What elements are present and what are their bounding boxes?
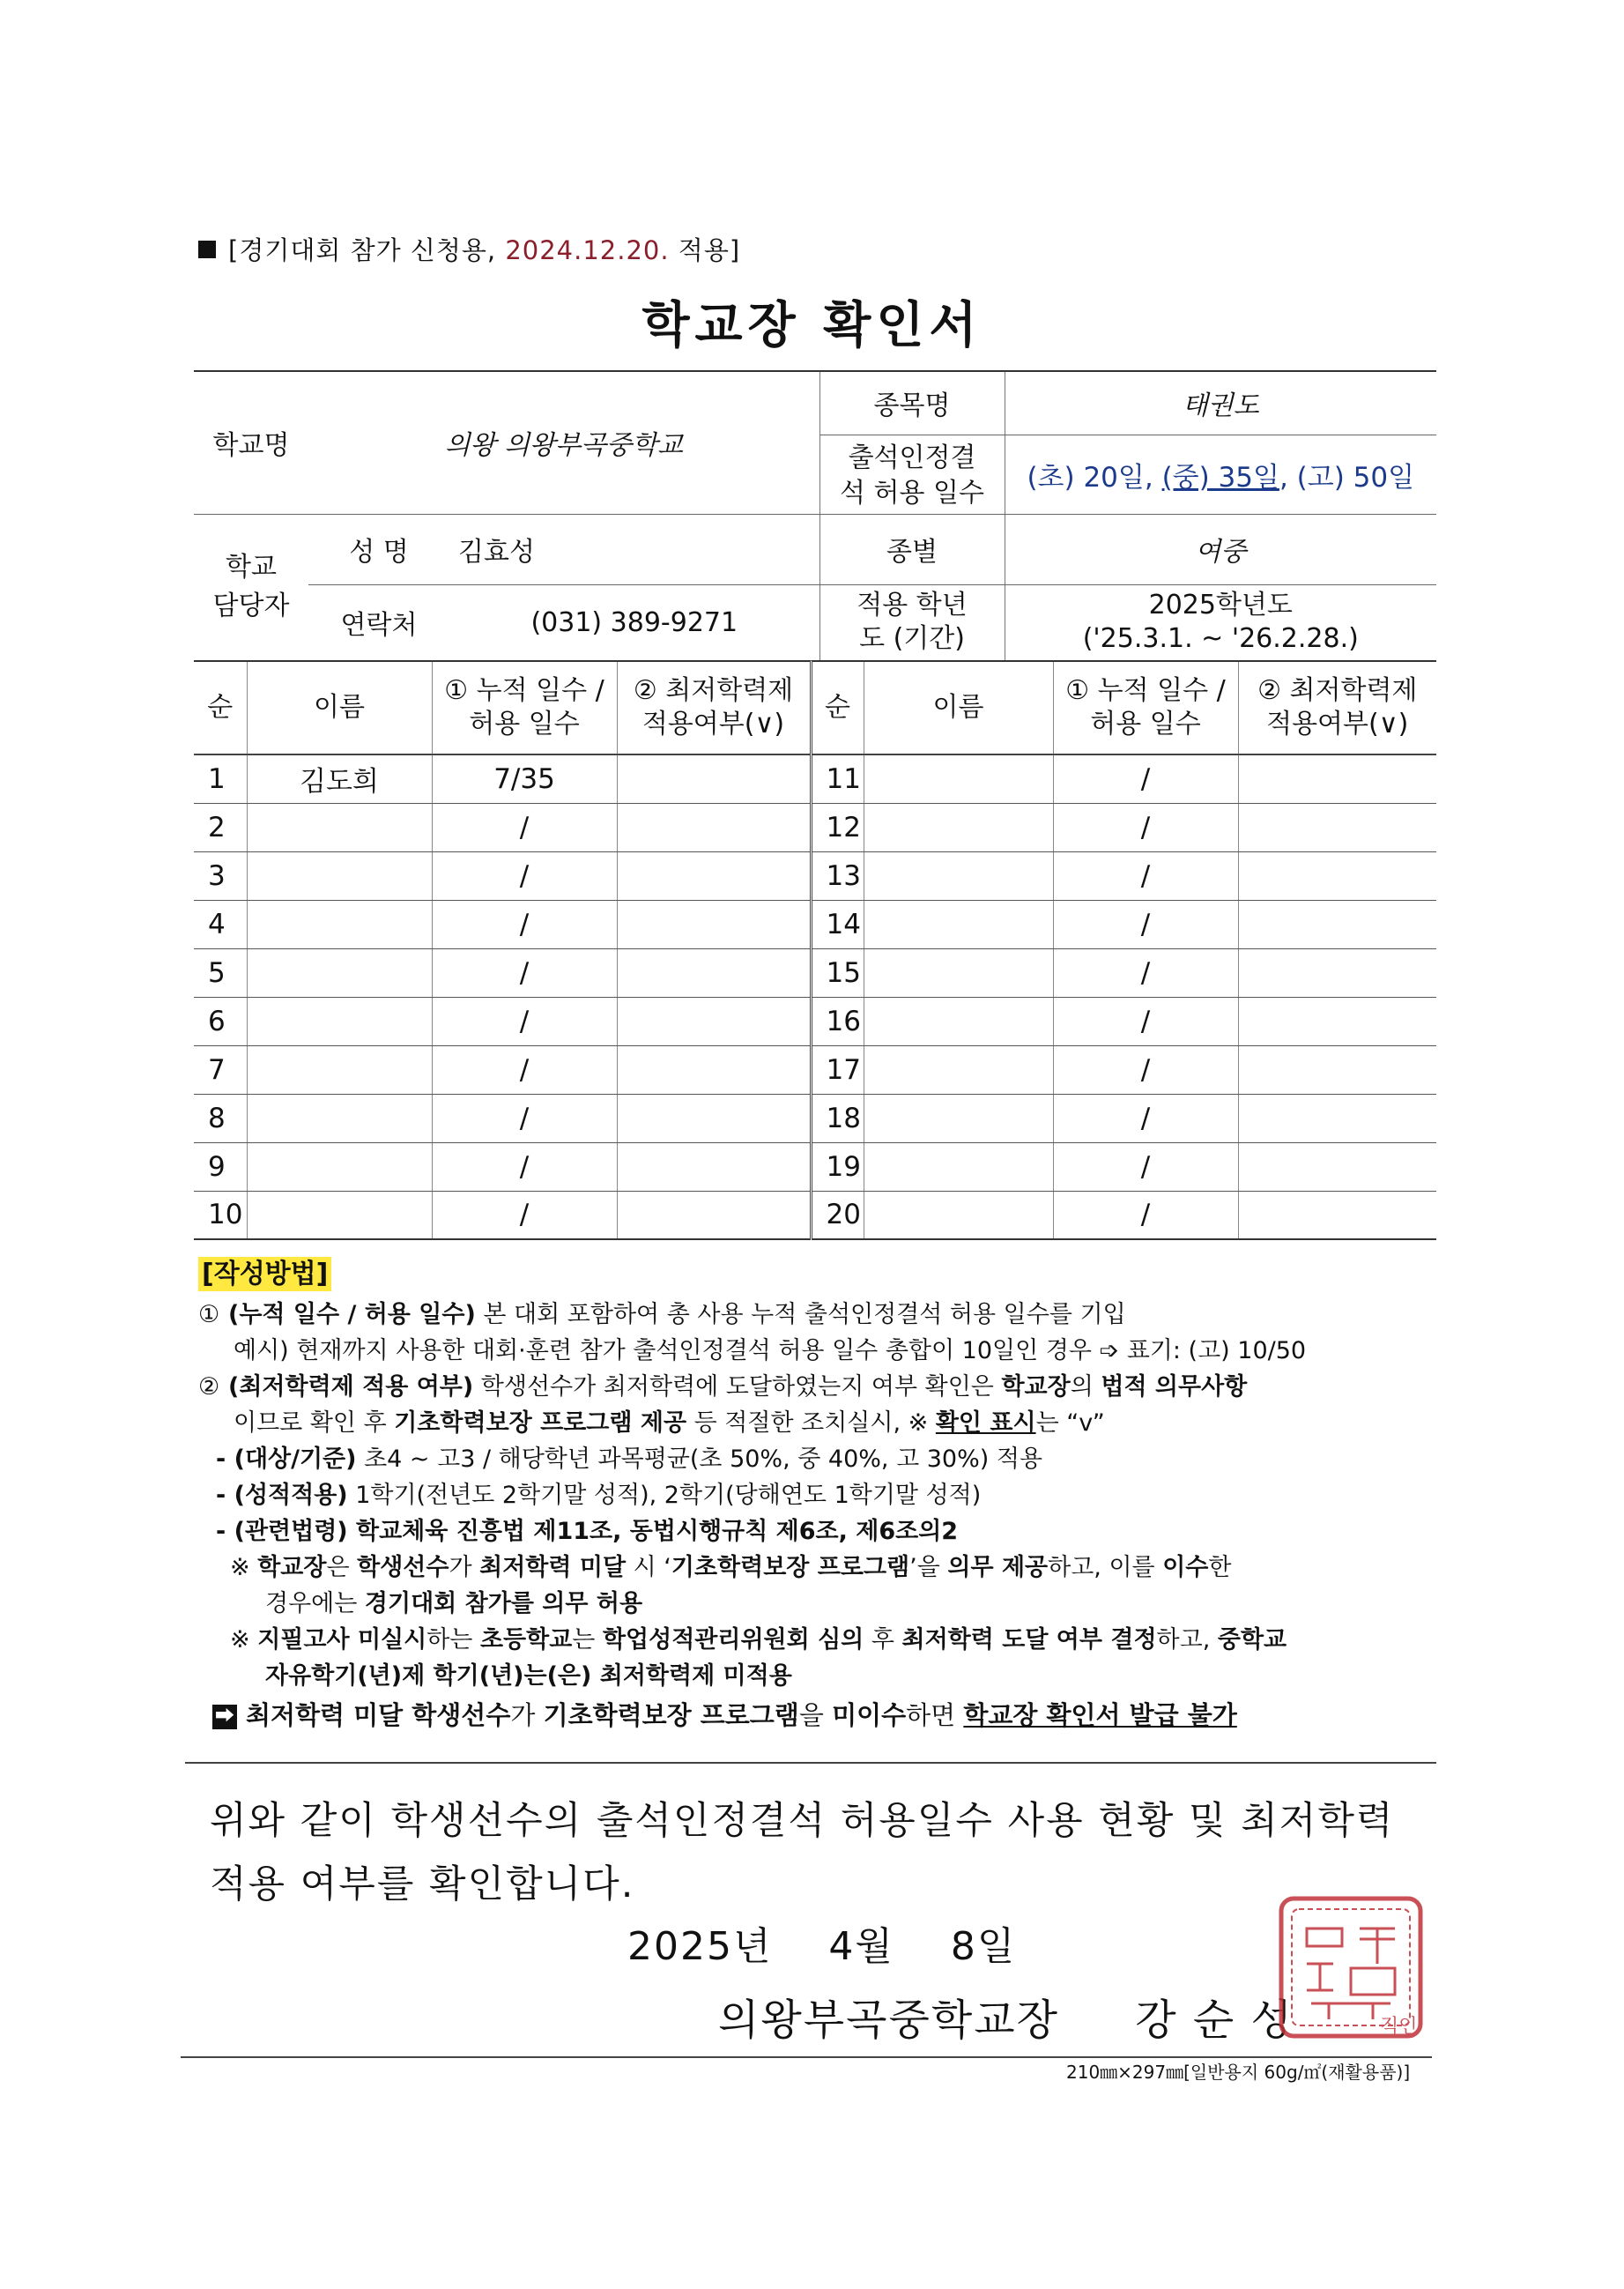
- item2-l2c: 등 적절한 조치실시, ※: [686, 1409, 936, 1437]
- student-name: [864, 1094, 1053, 1142]
- row-no: 15: [811, 948, 864, 997]
- circle-two-icon: ②: [198, 1373, 220, 1401]
- n2e: 는: [572, 1626, 603, 1654]
- row-no: 19: [811, 1142, 864, 1191]
- n1c: 은: [326, 1554, 358, 1581]
- min-cell: [1238, 948, 1436, 997]
- row-no: 18: [811, 1094, 864, 1142]
- fw-c: 기초학력보장 프로그램: [543, 1700, 799, 1730]
- manager-label-text: 학교 담당자: [212, 552, 290, 621]
- item2-text1: 학생선수가 최저학력에 도달하였는지 여부 확인은: [473, 1373, 1002, 1401]
- student-name: [247, 997, 432, 1045]
- days-cell: /: [432, 1142, 617, 1191]
- student-name: [864, 900, 1053, 948]
- n1l: 이수: [1162, 1554, 1209, 1581]
- school-value: 의왕 의왕부곡중학교: [308, 371, 819, 514]
- min-cell: [617, 1191, 811, 1239]
- n1h: 기초학력보장 프로그램: [671, 1554, 910, 1581]
- row-no: 10: [194, 1191, 247, 1239]
- days-cell: /: [432, 1191, 617, 1239]
- confirmation-date: 2025년 4월 8일: [627, 1924, 1017, 1969]
- confirmation-line1: 위와 같이 학생선수의 출석인정결석 허용일수 사용 현황 및 최저학력: [210, 1799, 1395, 1843]
- header-min-right-text: ② 최저학력제 적용여부(∨): [1257, 675, 1418, 739]
- item1-text: 본 대회 포함하여 총 사용 누적 출석인정결석 허용 일수를 기입: [475, 1301, 1126, 1328]
- item2-l2d: 확인 표시: [935, 1409, 1036, 1437]
- student-name: [247, 1191, 432, 1239]
- n1l2b: 경기대회 참가를 의무 허용: [364, 1590, 643, 1617]
- header-days-left: [432, 661, 617, 754]
- sub-laws: [216, 1513, 1450, 1550]
- row-no: 4: [194, 900, 247, 948]
- note-suffix: 적용]: [669, 235, 741, 265]
- table-row: [194, 803, 1436, 851]
- days-cell: /: [432, 803, 617, 851]
- header-name-left: 이름: [247, 661, 432, 754]
- student-name: [864, 1142, 1053, 1191]
- sub1-heading: - (대상/기준): [216, 1445, 357, 1473]
- name-value: 김효성: [449, 514, 819, 584]
- student-name: [247, 851, 432, 900]
- min-cell: [617, 948, 811, 997]
- sub1-text: 초4 ~ 고3 / 해당학년 과목평균(초 50%, 중 40%, 고 30%) 적용: [356, 1445, 1043, 1473]
- days-cell: /: [1053, 1142, 1238, 1191]
- table-row: [194, 851, 1436, 900]
- allowance-elementary-label: (초): [1027, 461, 1075, 494]
- item2-heading: (최저학력제 적용 여부): [228, 1373, 474, 1401]
- min-cell: [617, 997, 811, 1045]
- n1f: 최저학력 미달: [479, 1554, 627, 1581]
- document-title: 학교장 확인서: [641, 297, 983, 354]
- header-name-right: 이름: [864, 661, 1053, 754]
- name-label: 성 명: [308, 514, 449, 584]
- fw-a: 최저학력 미달 학생선수: [246, 1700, 511, 1730]
- table-row: [194, 1142, 1436, 1191]
- row-no: 6: [194, 997, 247, 1045]
- item2-text2: 의: [1070, 1373, 1101, 1401]
- n2c: 하는: [426, 1626, 480, 1654]
- n2f: 학업성적관리위원회 심의: [602, 1626, 864, 1654]
- n1j: 의무 제공: [947, 1554, 1049, 1581]
- days-cell: /: [432, 851, 617, 900]
- min-cell: [1238, 900, 1436, 948]
- gender-label: 종별: [819, 514, 1005, 584]
- min-cell: [617, 900, 811, 948]
- form-usage-note: [198, 231, 740, 267]
- instruction-item-2-line2: [234, 1405, 1450, 1441]
- days-cell: /: [1053, 1191, 1238, 1239]
- item2-l2b: 기초학력보장 프로그램 제공: [394, 1409, 687, 1437]
- sub2-text: 1학기(전년도 2학기말 성적), 2학기(당해연도 1학기말 성적): [347, 1482, 982, 1509]
- paper-spec: 210㎜×297㎜[일반용지 60g/㎡(재활용품)]: [1066, 2062, 1411, 2083]
- n1k: 하고, 이를: [1048, 1554, 1163, 1581]
- instructions-heading: [작성방법]: [198, 1257, 331, 1291]
- item2-bold2: 법적 의무사항: [1101, 1373, 1248, 1401]
- n2j: 중학교: [1217, 1626, 1287, 1654]
- contact-value: (031) 389-9271: [449, 584, 819, 660]
- year-value: [1005, 584, 1436, 660]
- student-name: [247, 900, 432, 948]
- min-cell: [1238, 1142, 1436, 1191]
- n2b: 지필고사 미실시: [257, 1626, 427, 1654]
- confirmation-line2: 적용 여부를 확인합니다.: [210, 1862, 635, 1906]
- instructions-section: [198, 1256, 1450, 1734]
- days-cell: /: [432, 1045, 617, 1094]
- n2h: 최저학력 도달 여부 결정: [901, 1626, 1157, 1654]
- row-no: 2: [194, 803, 247, 851]
- gender-value: 여중: [1005, 514, 1436, 584]
- note-elementary-line2: [265, 1658, 1450, 1694]
- header-min-right: [1238, 661, 1436, 754]
- table-row: [194, 900, 1436, 948]
- n1l2a: 경우에는: [265, 1590, 365, 1617]
- table-row: [194, 754, 1436, 803]
- days-cell: /: [432, 948, 617, 997]
- student-name: [247, 948, 432, 997]
- student-name: 김도희: [247, 754, 432, 803]
- fw-e: 미이수: [832, 1700, 907, 1730]
- row-no: 7: [194, 1045, 247, 1094]
- confirmation-statement: [210, 1789, 1394, 1916]
- year-label: [819, 584, 1005, 660]
- header-no-right: 순: [811, 661, 864, 754]
- note-principal-duty-line2: [265, 1586, 1450, 1622]
- row-no: 5: [194, 948, 247, 997]
- header-days-left-text: ① 누적 일수 / 허용 일수: [444, 675, 604, 739]
- table-row: [194, 1191, 1436, 1239]
- note-date: 2024.12.20.: [505, 235, 670, 265]
- event-value: 태권도: [1005, 371, 1436, 435]
- row-no: 8: [194, 1094, 247, 1142]
- min-cell: [617, 803, 811, 851]
- min-cell: [1238, 1191, 1436, 1239]
- n1d: 학생선수: [357, 1554, 449, 1581]
- instruction-item-2: [198, 1369, 1450, 1405]
- student-name: [864, 997, 1053, 1045]
- fw-g: 학교장 확인서 발급 불가: [963, 1700, 1237, 1730]
- row-no: 13: [811, 851, 864, 900]
- days-cell: /: [1053, 900, 1238, 948]
- student-name: [247, 803, 432, 851]
- item2-l2e: 는 “v”: [1035, 1409, 1105, 1437]
- sub-criteria: [216, 1441, 1450, 1477]
- header-days-right-text: ① 누적 일수 / 허용 일수: [1065, 675, 1226, 739]
- info-table: [194, 370, 1436, 661]
- n1b: 학교장: [257, 1554, 327, 1581]
- instruction-item-1-example: 예시) 현재까지 사용한 대회·훈련 참가 출석인정결석 허용 일수 총합이 10일인 경우 ➩ 표기: (고) 10/50: [234, 1337, 1307, 1364]
- allowance-high-days: 50일: [1353, 461, 1415, 494]
- days-cell: /: [432, 1094, 617, 1142]
- n1m: 한: [1208, 1554, 1232, 1581]
- fw-f: 하면: [906, 1700, 964, 1730]
- year-period-text: ('25.3.1. ~ '26.2.28.): [1082, 623, 1359, 654]
- days-cell: /: [1053, 754, 1238, 803]
- allowance-value: (초) 20일, (중) 35일, (고) 50일: [1005, 435, 1436, 514]
- item2-l2a: 이므로 확인 후: [234, 1409, 395, 1437]
- days-cell: 7/35: [432, 754, 617, 803]
- days-cell: /: [1053, 1045, 1238, 1094]
- year-label-text: 적용 학년도 (기간): [856, 590, 968, 654]
- student-name: [864, 948, 1053, 997]
- item1-heading: (누적 일수 / 허용 일수): [228, 1301, 476, 1328]
- n2l2: 자유학기(년)제 학기(년)는(은) 최저학력제 미적용: [265, 1662, 792, 1690]
- n1a: ※: [230, 1554, 258, 1581]
- school-label: 학교명: [194, 371, 308, 514]
- table-row: [194, 948, 1436, 997]
- row-no: 16: [811, 997, 864, 1045]
- note-elementary: [230, 1622, 1450, 1658]
- student-name: [864, 754, 1053, 803]
- days-cell: /: [432, 997, 617, 1045]
- n2a: ※: [230, 1626, 258, 1654]
- n1g: 시 ‘: [626, 1554, 671, 1581]
- n2g: 후: [864, 1626, 902, 1654]
- student-name: [864, 1045, 1053, 1094]
- table-row: [194, 997, 1436, 1045]
- min-cell: [1238, 1094, 1436, 1142]
- student-name: [247, 1094, 432, 1142]
- student-name: [864, 1191, 1053, 1239]
- final-warning: [212, 1698, 1450, 1734]
- student-name: [864, 803, 1053, 851]
- min-cell: [1238, 803, 1436, 851]
- row-no: 12: [811, 803, 864, 851]
- min-cell: [1238, 754, 1436, 803]
- instruction-item-1: [198, 1297, 1450, 1333]
- student-name: [247, 1045, 432, 1094]
- header-min-left: [617, 661, 811, 754]
- allowance-middle: (중) 35일: [1161, 461, 1279, 494]
- n1e: 가: [449, 1554, 480, 1581]
- row-no: 3: [194, 851, 247, 900]
- manager-label: [194, 514, 308, 660]
- circle-one-icon: ①: [198, 1301, 220, 1328]
- min-cell: [1238, 1045, 1436, 1094]
- arrow-box-icon: ⮕: [212, 1705, 237, 1729]
- min-cell: [617, 1094, 811, 1142]
- row-no: 9: [194, 1142, 247, 1191]
- table-row: [194, 1094, 1436, 1142]
- header-no-left: 순: [194, 661, 247, 754]
- days-cell: /: [432, 900, 617, 948]
- item2-bold1: 학교장: [1001, 1373, 1071, 1401]
- note-prefix: [경기대회 참가 신청용,: [228, 235, 506, 265]
- contact-label: 연락처: [308, 584, 449, 660]
- n1i: ’을: [909, 1554, 948, 1581]
- min-cell: [1238, 997, 1436, 1045]
- principal-signature: 의왕부곡중학교장 강 순 성: [718, 1995, 1294, 2045]
- min-cell: [617, 851, 811, 900]
- year-value-text: 2025학년도: [1148, 590, 1293, 621]
- days-cell: /: [1053, 851, 1238, 900]
- n2d: 초등학교: [479, 1626, 573, 1654]
- min-cell: [617, 1045, 811, 1094]
- header-min-left-text: ② 최저학력제 적용여부(∨): [633, 675, 794, 739]
- days-cell: /: [1053, 1094, 1238, 1142]
- student-roster-table: [194, 660, 1436, 1240]
- table-row: [194, 1045, 1436, 1094]
- note-principal-duty: [230, 1550, 1450, 1586]
- row-no: 20: [811, 1191, 864, 1239]
- official-seal-stamp: [1276, 1893, 1426, 2041]
- header-days-right: [1053, 661, 1238, 754]
- seal-text: 직인: [1380, 2016, 1418, 2038]
- student-name: [864, 851, 1053, 900]
- min-cell: [1238, 851, 1436, 900]
- sub-grades: [216, 1477, 1450, 1513]
- fw-b: 가: [510, 1700, 544, 1730]
- row-no: 17: [811, 1045, 864, 1094]
- days-cell: /: [1053, 997, 1238, 1045]
- sub2-heading: - (성적적용): [216, 1482, 348, 1509]
- sub3-text: - (관련법령) 학교체육 진흥법 제11조, 동법시행규칙 제6조, 제6조의2: [216, 1518, 959, 1545]
- event-label: 종목명: [819, 371, 1005, 435]
- student-name: [247, 1142, 432, 1191]
- row-no: 11: [811, 754, 864, 803]
- n2i: 하고,: [1156, 1626, 1218, 1654]
- allowance-label-text: 출석인정결석 허용 일수: [840, 442, 984, 509]
- divider: [185, 1762, 1436, 1764]
- fw-d: 을: [798, 1700, 833, 1730]
- days-cell: /: [1053, 803, 1238, 851]
- allowance-high-label: (고): [1296, 461, 1345, 494]
- days-cell: /: [1053, 948, 1238, 997]
- bullet-square-icon: [198, 241, 216, 258]
- allowance-label: [819, 435, 1005, 514]
- row-no: 1: [194, 754, 247, 803]
- min-cell: [617, 1142, 811, 1191]
- allowance-elementary-days: 20일: [1083, 461, 1145, 494]
- min-cell: [617, 754, 811, 803]
- row-no: 14: [811, 900, 864, 948]
